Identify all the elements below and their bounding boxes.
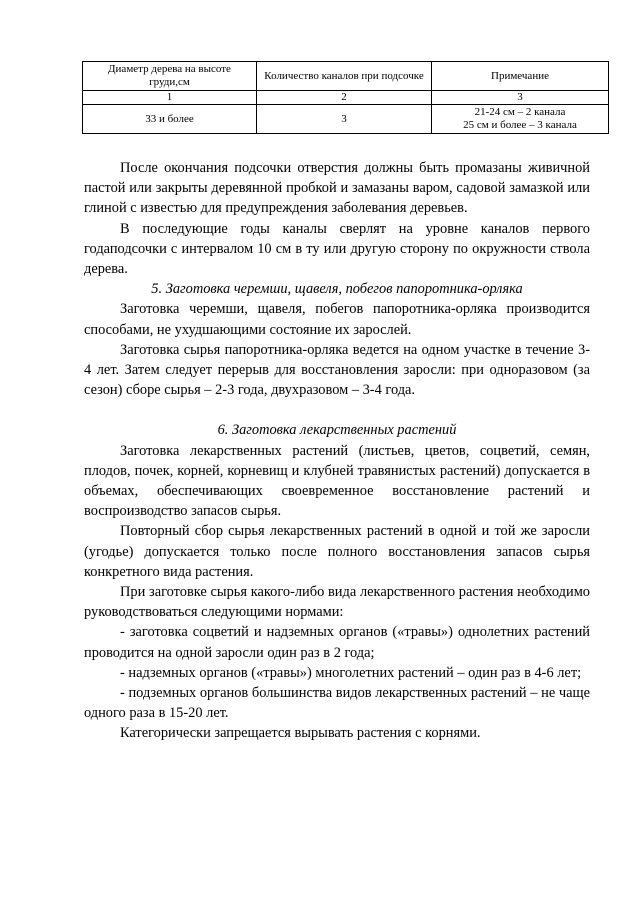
list-item: - надземных органов («травы») многолетних растений – один раз в 4-6 лет; [120,664,582,681]
paragraph-bracken-harvest: Заготовка сырья папоротника-орляка ведется на одном участке в течение 3-4 лет. Затем следует перерыв для восстановления заросли: при одноразовом (за сезон) сборе сырья – 2-3 года, двухразовом – 3-4 года. [84,341,590,399]
table-row [83,105,609,134]
table-number-row [83,91,609,105]
paragraph-prohibition: Категорически запрещается вырывать растения с корнями. [120,725,481,742]
table-header-row [83,62,609,91]
paragraph-norms-intro: При заготовке сырья какого-либо вида лекарственного растения необходимо руководствоваться следующими нормами: [84,584,590,621]
cell-diameter: 33 и более [83,105,257,134]
header-channels: Количество каналов при подсочке [257,62,432,91]
cell-note [432,105,609,134]
header-note: Примечание [432,62,609,91]
paragraph-medicinal-harvest: Заготовка лекарственных растений (листьев, цветов, соцветий, семян, плодов, почек, корней, корневищ и клубней травянистых растений) допускается в объемах, обеспечивающих своевременное восстановление растений и воспроизводство запасов сырья. [84,442,590,520]
list-item: - заготовка соцветий и надземных органов («травы») однолетних растений проводится на одной заросли один раз в 2 года; [84,624,590,661]
header-diameter: Диаметр дерева на высоте груди,см [83,62,257,91]
column-number-3: 3 [432,91,609,105]
paragraph-repeat-collection: Повторный сбор сырья лекарственных растений в одной и той же заросли (угодье) допускается только после полного восстановления запасов сырья конкретного вида растения. [84,523,590,580]
section-heading-5: 5. Заготовка черемши, щавеля, побегов папоротника-орляка [151,281,523,298]
section-spacer [84,400,590,420]
note-line-2: 25 см и более – 3 канала [463,119,577,131]
paragraph-harvest-methods: Заготовка черемши, щавеля, побегов папоротника-орляка производится способами, не ухудшающими состояние их зарослей. [84,301,590,338]
paragraph-pitch-treatment: После окончания подсочки отверстия должны быть промазаны живичной пастой или закрыты деревянной пробкой и замазаны варом, садовой замазкой или глиной с известью для предупреждения заболевания деревьев. [84,160,590,217]
note-line-1: 21-24 см – 2 канала [474,106,566,118]
cell-channels: 3 [257,105,432,134]
paragraph-following-years: В последующие годы каналы сверлят на уровне каналов первого годаподсочки с интервалом 10 см в ту или другую сторону по окружности ствола дерева. [84,220,590,278]
document-body [84,158,590,744]
column-number-2: 2 [257,91,432,105]
channels-table [82,61,609,134]
section-heading-6: 6. Заготовка лекарственных растений [217,422,457,439]
list-item: - подземных органов большинства видов лекарственных растений – не чаще одного раза в 15-20 лет. [84,685,590,722]
column-number-1: 1 [83,91,257,105]
